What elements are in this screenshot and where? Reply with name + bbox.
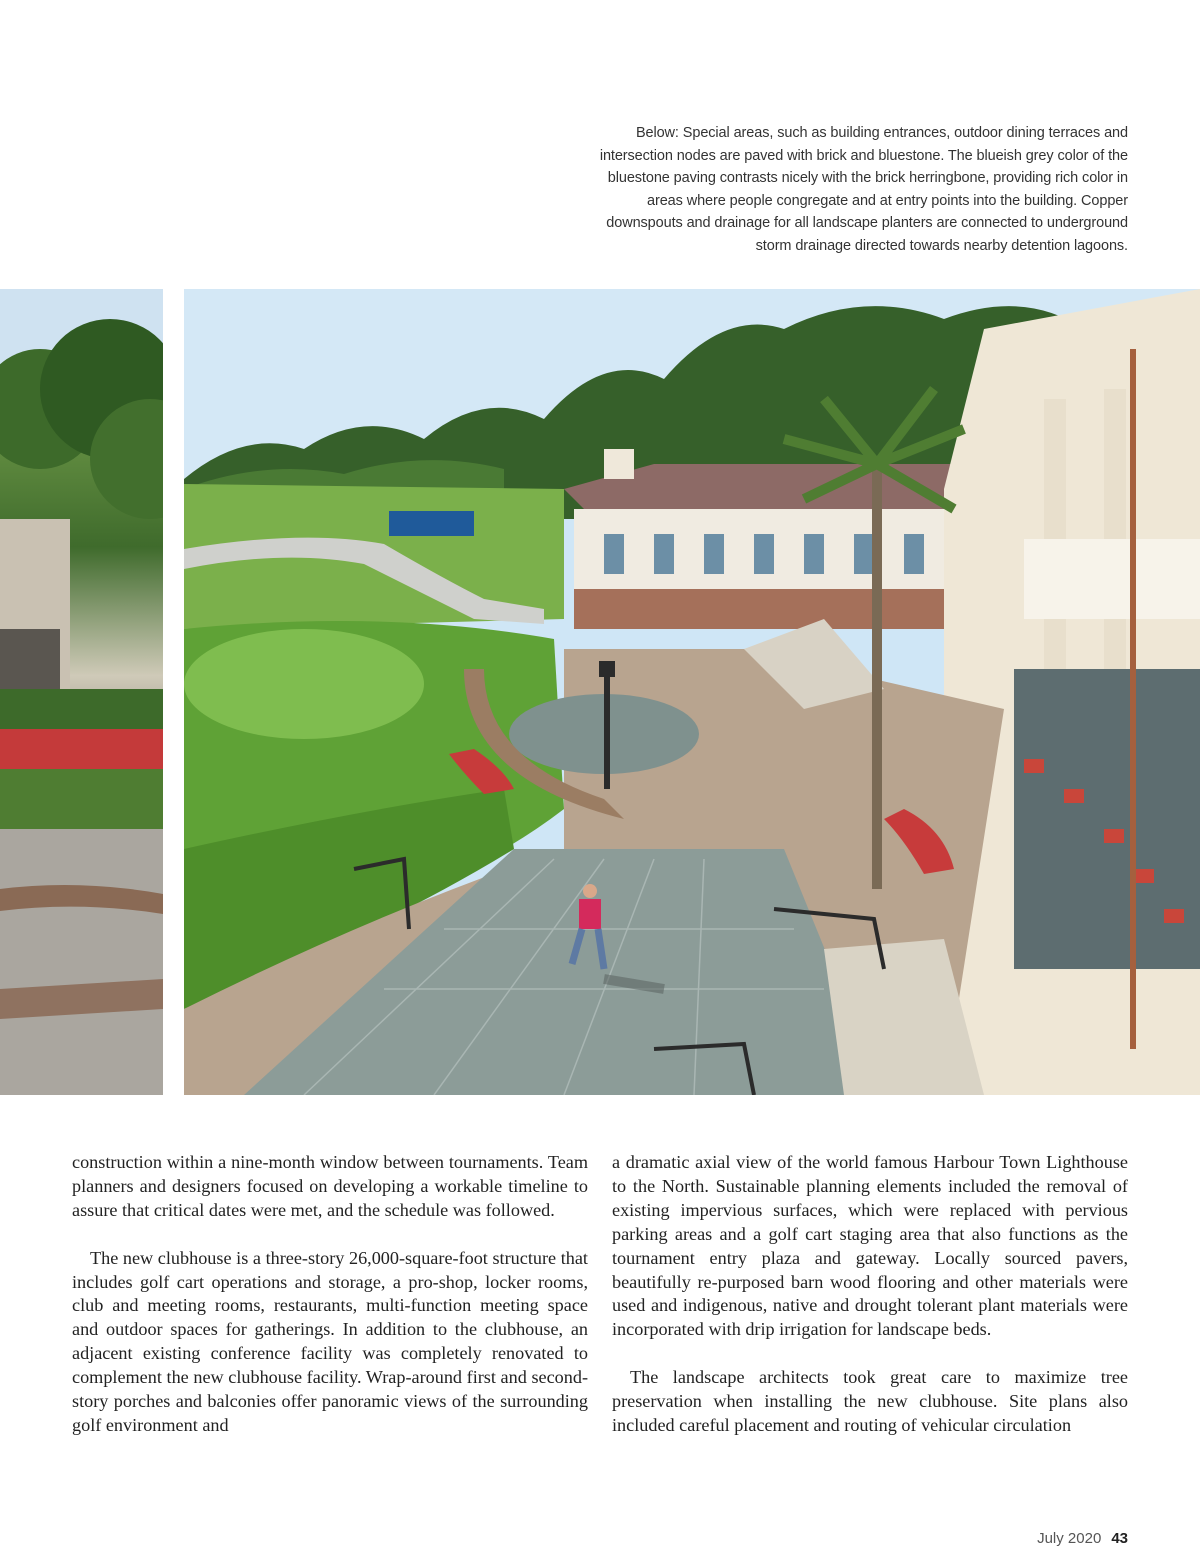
issue-date: July 2020 xyxy=(1037,1530,1102,1547)
article-paragraph: The landscape architects took great care to maximize tree preservation when installing the new clubhouse. Site plans also included careful placement and routing of vehicular circulation xyxy=(612,1367,1128,1435)
page-number: 43 xyxy=(1111,1530,1128,1547)
article-column-left xyxy=(72,1151,588,1462)
page-footer xyxy=(1037,1530,1128,1547)
photo-left-partial xyxy=(0,289,163,1095)
article-paragraph: construction within a nine-month window between tournaments. Team planners and designers focused on developing a workable timeline to assure that critical dates were met, and the schedule was followed. xyxy=(72,1152,588,1220)
photo-clubhouse-terrace xyxy=(184,289,1200,1095)
article-paragraph: The new clubhouse is a three-story 26,000-square-foot structure that includes golf cart operations and storage, a pro-shop, locker rooms, club and meeting rooms, restaurants, multi-function meeting space and outdoor spaces for gatherings. In addition to the clubhouse, an adjacent existing conference facility was completely renovated to complement the new clubhouse facility. Wrap-around first and second-story porches and balconies offer panoramic views of the surrounding golf environment and xyxy=(72,1247,588,1435)
photo-caption: Below: Special areas, such as building entrances, outdoor dining terraces and intersection nodes are paved with brick and bluestone. The blueish grey color of the bluestone paving contrasts nicely with the brick herringbone, providing rich color in areas where people congregate and at entry points into the building. Copper downspouts and drainage for all landscape planters are connected to underground storm drainage directed towards nearby detention lagoons. xyxy=(599,125,1128,254)
article-column-right xyxy=(612,1151,1128,1462)
article-paragraph: a dramatic axial view of the world famous Harbour Town Lighthouse to the North. Sustainable planning elements included the removal of existing impervious surfaces, which were replaced with pervious parking areas and a golf cart staging area that also functions as the tournament entry plaza and gateway. Locally sourced pavers, beautifully re-purposed barn wood flooring and other materials were used and indigenous, native and drought tolerant plant materials were incorporated with drip irrigation for landscape beds. xyxy=(612,1152,1128,1340)
